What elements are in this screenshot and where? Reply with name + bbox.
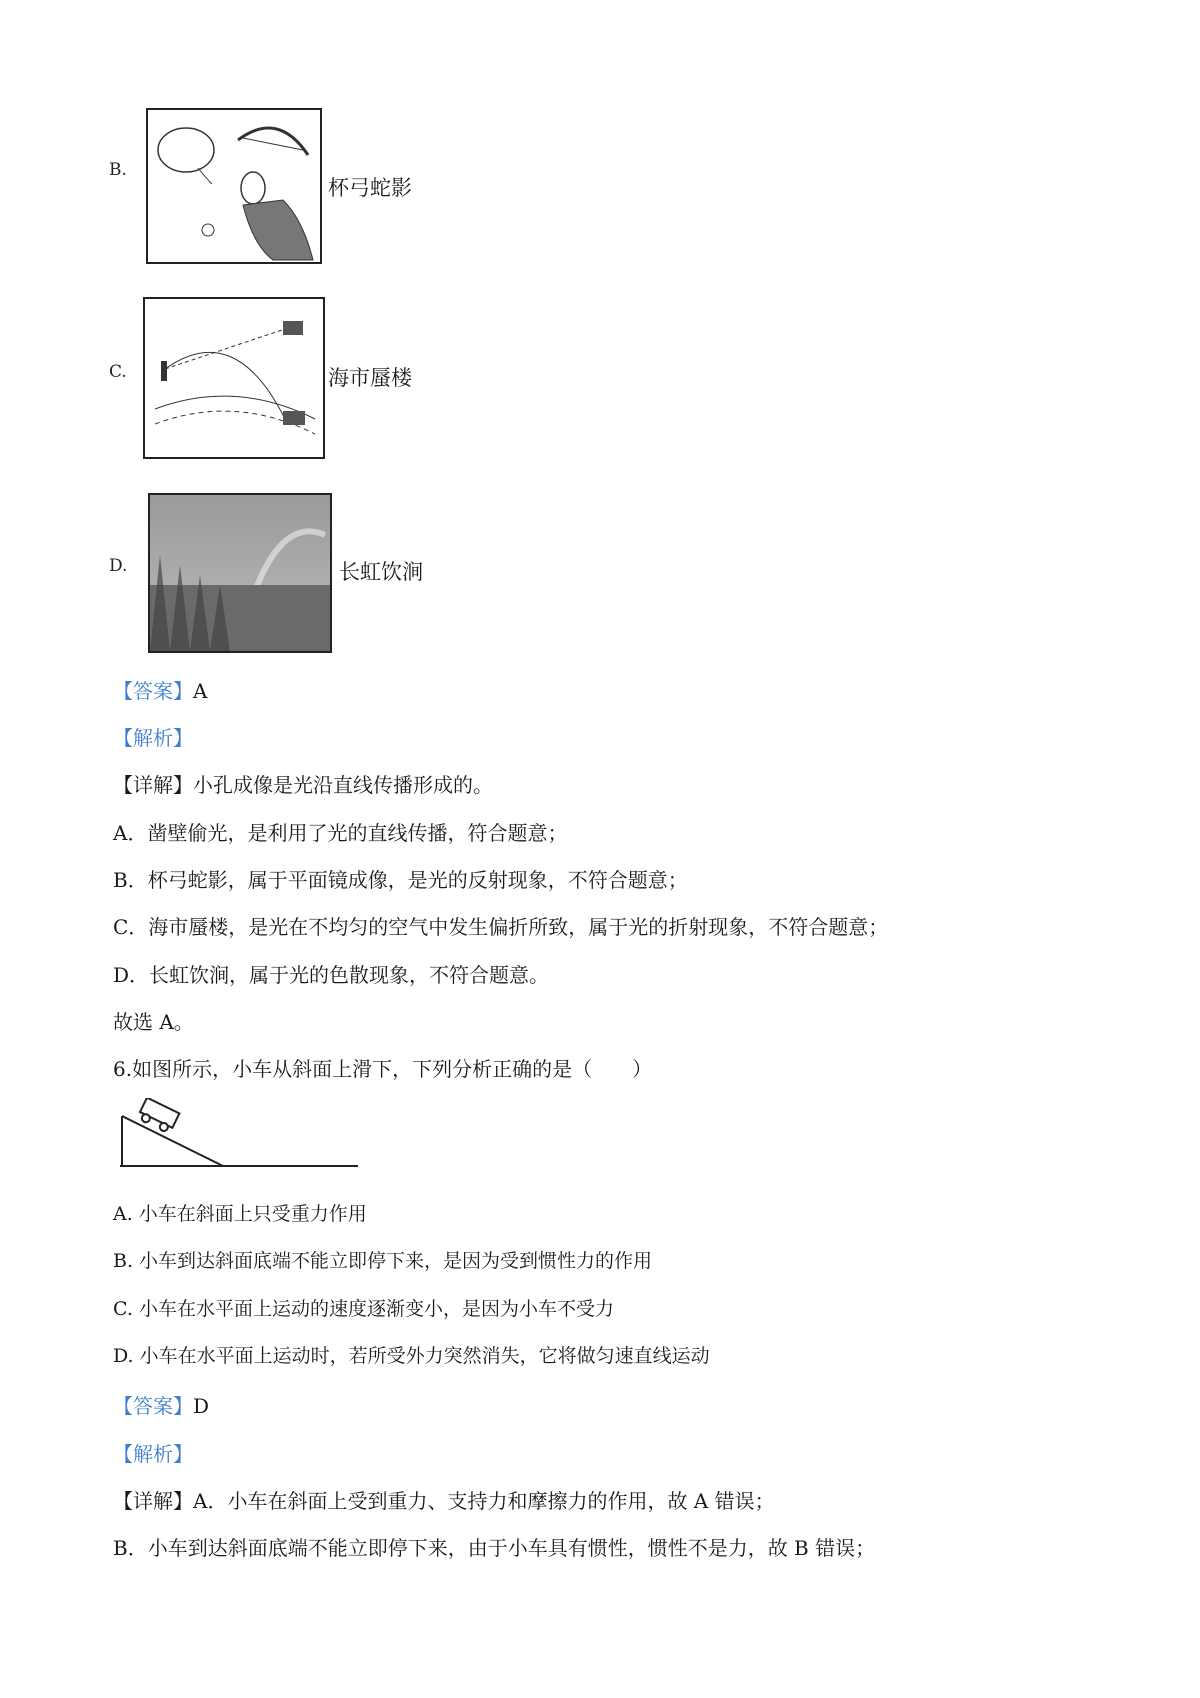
option-d-label: D. [109,556,128,576]
answer-tag: 【答案】 [113,1394,193,1418]
q5-line-d: D．长虹饮涧，属于光的色散现象，不符合题意。 [113,963,550,987]
incline-cart-diagram [118,1098,363,1170]
q6-detail-a [113,1485,775,1514]
answer-value: A [193,679,208,703]
q5-line-a: A．凿壁偷光，是利用了光的直线传播，符合题意； [113,821,568,845]
mirage-illustration [143,297,325,459]
q5-analysis-tag: 【解析】 [113,726,193,750]
rainbow-photo [148,493,332,653]
q6-option-b: B. 小车到达斜面底端不能立即停下来，是因为受到惯性力的作用 [113,1250,653,1272]
option-c-caption: 海市蜃楼 [328,366,412,390]
option-b-label: B. [109,160,127,180]
q6-analysis-tag: 【解析】 [113,1442,193,1466]
option-d-caption: 长虹饮涧 [339,560,423,584]
q6-stem: 6.如图所示，小车从斜面上滑下，下列分析正确的是（ ） [113,1057,653,1081]
bow-snake-illustration [146,108,322,264]
q6-option-d: D. 小车在水平面上运动时，若所受外力突然消失，它将做匀速直线运动 [113,1345,710,1367]
q5-line-b: B．杯弓蛇影，属于平面镜成像，是光的反射现象，不符合题意； [113,868,688,892]
q5-answer [113,675,207,704]
q6-option-c: C. 小车在水平面上运动的速度逐渐变小，是因为小车不受力 [113,1298,614,1320]
option-b-caption: 杯弓蛇影 [328,176,412,200]
option-c-label: C. [109,362,127,382]
detail-tag: 【详解】 [113,1489,193,1513]
answer-value: D [193,1394,210,1418]
detail-tag: 【详解】 [113,773,193,797]
q6-option-a: A. 小车在斜面上只受重力作用 [113,1203,367,1225]
q5-conclusion: 故选 A。 [113,1010,194,1034]
q6-line-b: B．小车到达斜面底端不能立即停下来，由于小车具有惯性，惯性不是力，故 B 错误； [113,1536,876,1560]
detail-text: A．小车在斜面上受到重力、支持力和摩擦力的作用，故 A 错误； [193,1489,775,1513]
answer-tag: 【答案】 [113,679,193,703]
detail-text: 小孔成像是光沿直线传播形成的。 [193,773,493,797]
q6-answer [113,1390,209,1419]
q5-detail [113,769,493,798]
q5-line-c: C．海市蜃楼，是光在不均匀的空气中发生偏折所致，属于光的折射现象，不符合题意； [113,915,889,939]
